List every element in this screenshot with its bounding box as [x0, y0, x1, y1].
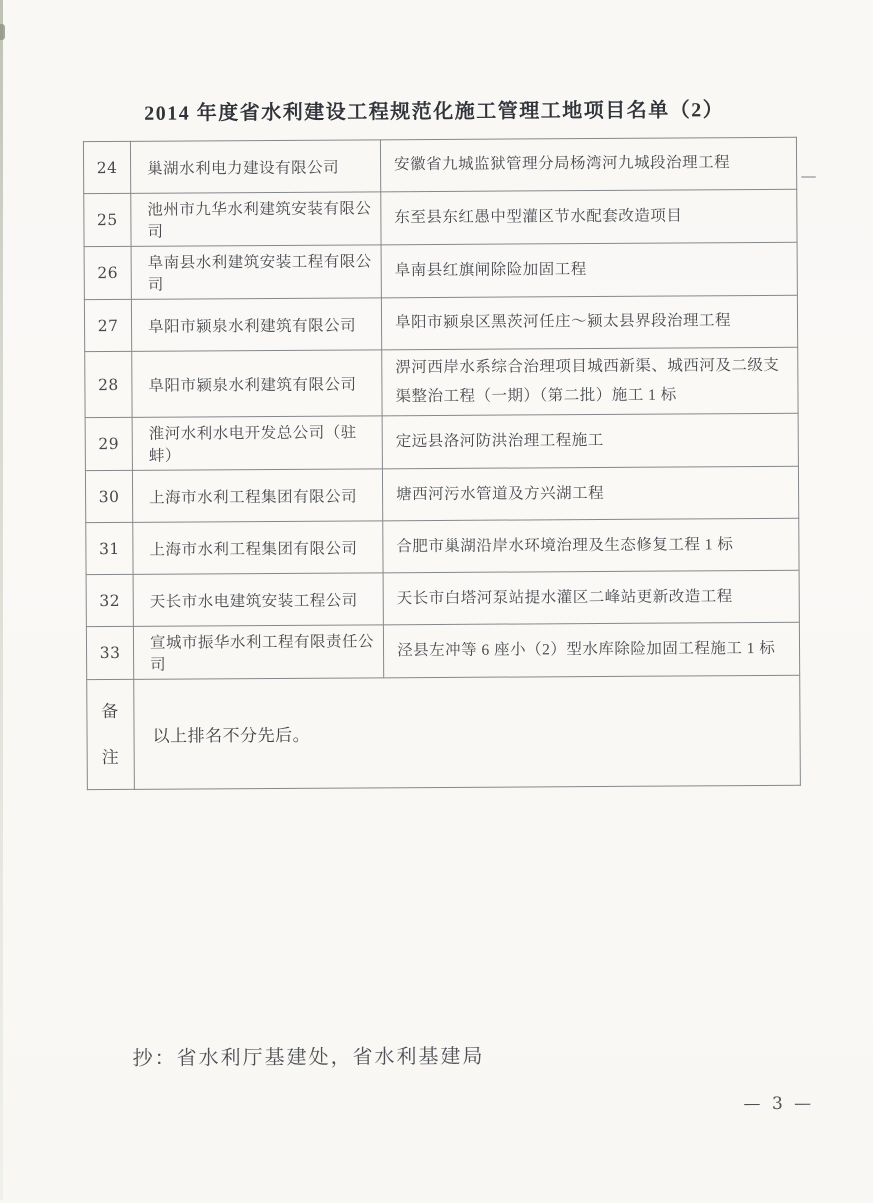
table-row	[86, 571, 799, 627]
company-cell: 上海市水利工程集团有限公司	[132, 469, 382, 523]
project-cell: 安徽省九城监狱管理分局杨湾河九城段治理工程	[380, 137, 796, 192]
remark-text-cell: 以上排名不分先后。	[134, 676, 801, 790]
project-cell: 定远县洛河防洪治理工程施工	[382, 414, 798, 470]
row-number-cell: 26	[84, 246, 131, 299]
table-row	[84, 189, 797, 246]
company-cell: 池州市九华水利建筑安装有限公司	[131, 192, 381, 247]
table-row	[86, 519, 799, 575]
row-number-cell: 27	[84, 299, 131, 351]
row-number-cell: 33	[86, 627, 133, 680]
table-row	[85, 467, 798, 523]
project-cell: 合肥市巢湖沿岸水环境治理及生态修复工程 1 标	[383, 519, 799, 574]
project-cell: 泾县左冲等 6 座小（2）型水库除险加固工程施工 1 标	[383, 623, 799, 679]
table-row	[83, 137, 796, 193]
company-cell: 巢湖水利电力建设有限公司	[130, 140, 380, 194]
project-cell: 淠河西岸水系综合治理项目城西新渠、城西河及二级支渠整治工程（一期）（第二批）施工 1 标	[382, 347, 798, 416]
company-cell: 阜南县水利建筑安装工程有限公司	[131, 245, 381, 300]
project-cell: 东至县东红愚中型灌区节水配套改造项目	[381, 189, 797, 245]
company-cell: 天长市水电建筑安装工程公司	[133, 573, 383, 627]
table-row	[84, 295, 797, 351]
project-cell: 阜阳市颍泉区黑茨河任庄～颍太县界段治理工程	[381, 295, 797, 350]
document-title: 2014 年度省水利建设工程规范化施工管理工地项目名单（2）	[144, 99, 725, 125]
table-row	[85, 414, 798, 471]
project-cell: 塘西河污水管道及方兴湖工程	[382, 467, 798, 522]
row-number-cell: 28	[85, 351, 132, 418]
remark-label-cell	[87, 680, 135, 790]
row-number-cell: 31	[86, 523, 133, 575]
project-list-table	[83, 137, 801, 791]
row-number-cell: 30	[85, 471, 132, 523]
copy-note: 抄：省水利厅基建处，省水利基建局	[132, 1045, 485, 1070]
company-cell: 阜阳市颍泉水利建筑有限公司	[131, 298, 381, 352]
company-cell: 阜阳市颍泉水利建筑有限公司	[132, 350, 382, 418]
project-cell: 阜南县红旗闸除险加固工程	[381, 242, 797, 298]
company-cell: 上海市水利工程集团有限公司	[133, 521, 383, 575]
remark-label: 备注	[101, 701, 120, 767]
company-cell: 宣城市振华水利工程有限责任公司	[133, 625, 383, 680]
row-number-cell: 25	[84, 193, 131, 246]
company-cell: 淮河水利水电开发总公司（驻蚌）	[132, 416, 382, 471]
row-number-cell: 24	[83, 141, 130, 193]
table-row	[85, 347, 798, 418]
row-number-cell: 32	[86, 575, 133, 627]
row-number-cell: 29	[85, 418, 132, 471]
project-cell: 天长市白塔河泵站提水灌区二峰站更新改造工程	[383, 571, 799, 626]
page-number: — 3 —	[743, 1093, 815, 1115]
table-row	[84, 242, 797, 299]
table-row	[86, 623, 799, 680]
remark-row	[87, 676, 801, 790]
